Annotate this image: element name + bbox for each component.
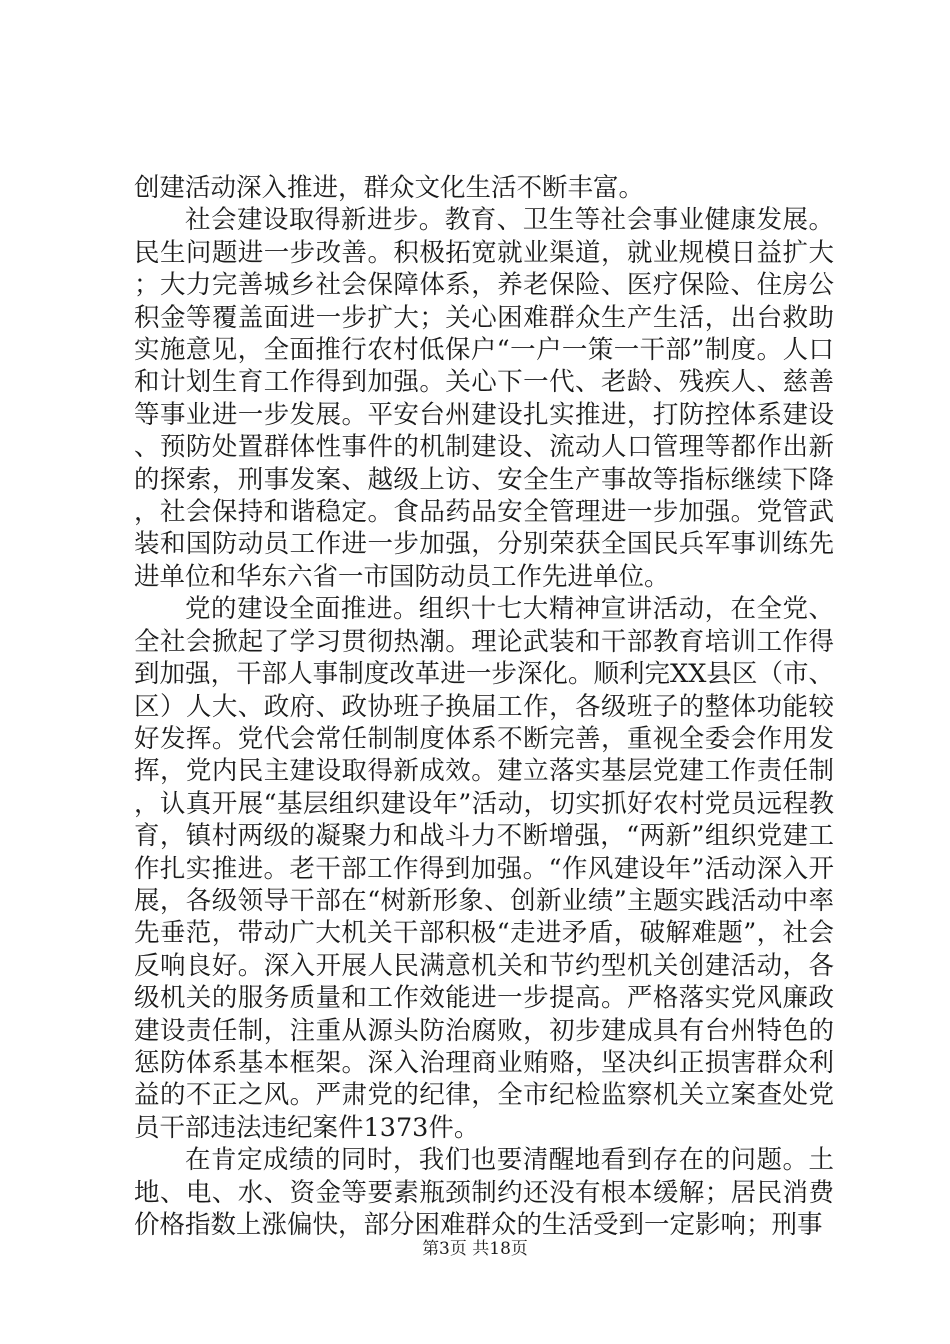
page-number-footer: 第3页 共18页 <box>422 1239 528 1259</box>
paragraph-continuation: 创建活动深入推进，群众文化生活不断丰富。 <box>134 173 645 203</box>
paragraph-social-development: 社会建设取得新进步。教育、卫生等社会事业健康发展。民生问题进一步改善。积极拓宽就业渠道，就业规模日益扩大；大力完善城乡社会保障体系，养老保险、医疗保险、住房公积金等覆盖面进一步扩大；关心困难群众生产生活，出台救助实施意见，全面推行农村低保户“一户一策一干部”制度。人口和计划生育工作得到加强。关心下一代、老龄、残疾人、慈善等事业进一步发展。平安台州建设扎实推进，打防控体系建设、预防处置群体性事件的机制建设、流动人口管理等都作出新的探索，刑事发案、越级上访、安全生产事故等指标继续下降，社会保持和谐稳定。食品药品安全管理进一步加强。党管武装和国防动员工作进一步加强，分别荣获全国民兵军事训练先进单位和华东六省一市国防动员工作先进单位。 <box>134 205 834 592</box>
body-text <box>134 172 834 1241</box>
paragraph-problems: 在肯定成绩的同时，我们也要清醒地看到存在的问题。土地、电、水、资金等要素瓶颈制约还没有根本缓解；居民消费价格指数上涨偏快，部分困难群众的生活受到一定影响；刑事 <box>134 1145 834 1240</box>
paragraph-party-building: 党的建设全面推进。组织十七大精神宣讲活动，在全党、全社会掀起了学习贯彻热潮。理论武装和干部教育培训工作得到加强，干部人事制度改革进一步深化。顺利完XX县区（市、区）人大、政府、政协班子换届工作，各级班子的整体功能较好发挥。党代会常任制制度体系不断完善，重视全委会作用发挥，党内民主建设取得新成效。建立落实基层党建工作责任制，认真开展“基层组织建设年”活动，切实抓好农村党员远程教育，镇村两级的凝聚力和战斗力不断增强，“两新”组织党建工作扎实推进。老干部工作得到加强。“作风建设年”活动深入开展，各级领导干部在“树新形象、创新业绩”主题实践活动中率先垂范，带动广大机关干部积极“走进矛盾，破解难题”，社会反响良好。深入开展人民满意机关和节约型机关创建活动，各级机关的服务质量和工作效能进一步提高。严格落实党风廉政建设责任制，注重从源头防治腐败，初步建成具有台州特色的惩防体系基本框架。深入治理商业贿赂，坚决纠正损害群众利益的不正之风。严肃党的纪律，全市纪检监察机关立案查处党员干部违法违纪案件1373件。 <box>134 594 834 1143</box>
